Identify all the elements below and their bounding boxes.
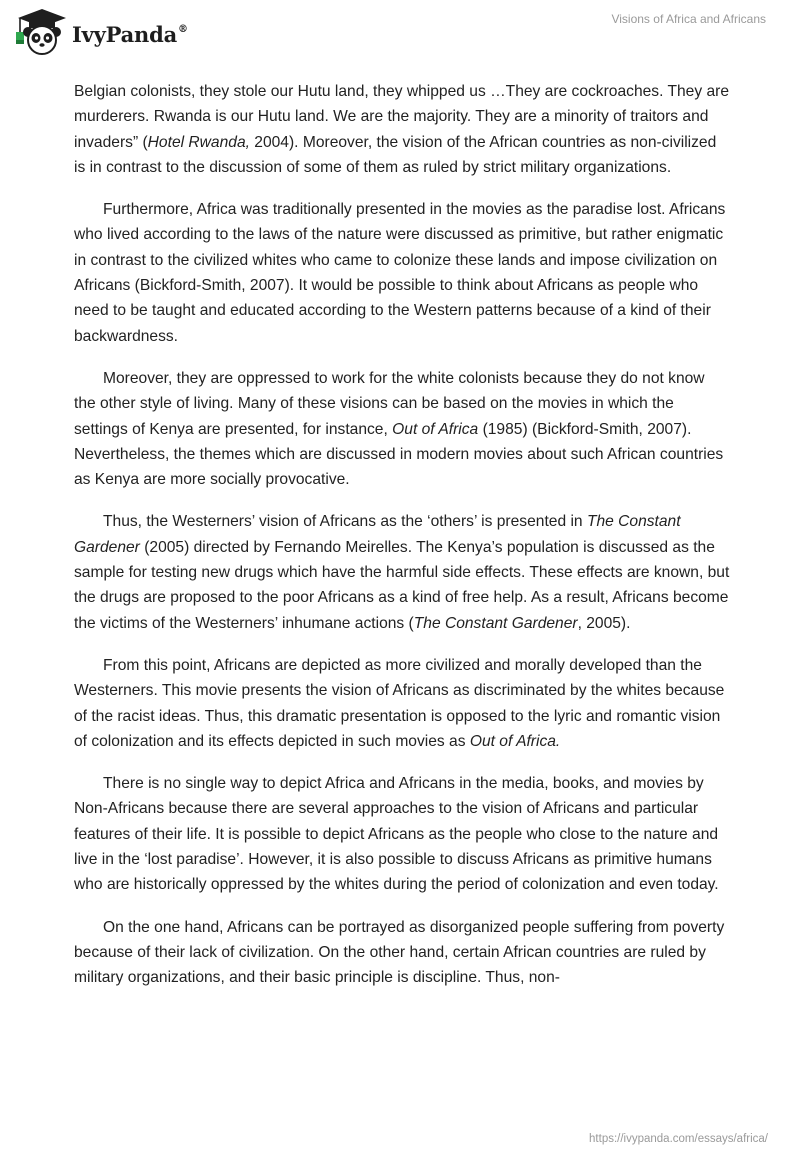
italic-title: Hotel Rwanda,	[147, 133, 250, 151]
text-run: , 2005).	[577, 614, 631, 632]
italic-title: The Constant Gardener	[413, 614, 578, 632]
text-run: 2004). Moreover, the vision of the African countries as non-civilized is in contrast to the discussion of some of them as ruled by strict military organizations.	[74, 133, 717, 176]
body-paragraph	[74, 366, 730, 492]
text-run: (1985) (Bickford-Smith, 2007). Nevertheless, the themes which are discussed in modern movies about such African countries as Kenya are more socially provocative.	[74, 420, 724, 489]
text-run: Belgian colonists, they stole our Hutu land, they whipped us …They are cockroaches. They are murderers. Rwanda is our Hutu land. We are the majority. They are a minority of traitors and invaders” (	[74, 83, 730, 151]
brand-name: IvyPanda®	[72, 21, 188, 47]
italic-title: Out of Africa	[392, 420, 479, 438]
italic-title: Out of Africa.	[469, 732, 561, 750]
body-paragraph	[74, 771, 730, 897]
body-paragraph	[74, 915, 730, 991]
page-header	[0, 0, 800, 60]
body-paragraph	[74, 79, 730, 180]
document-title: Visions of Africa and Africans	[611, 12, 766, 26]
text-run: Furthermore, Africa was traditionally presented in the movies as the paradise lost. Africans who lived according to the laws of the nature were discussed as primitive, but rather enigmatic in contrast to the civilized whites who came to colonize these lands and impose civilization on Africans (Bickford-Smith, 2007). It would be possible to think about Africans as people who need to be taught and educated according to the Western patterns because of a kind of their backwardness.	[74, 201, 726, 345]
footer-url[interactable]: https://ivypanda.com/essays/africa/	[589, 1133, 768, 1145]
text-run: Thus, the Westerners’ vision of Africans as the ‘others’ is presented in	[103, 513, 587, 531]
brand-logo[interactable]	[12, 6, 188, 56]
body-paragraph	[74, 509, 730, 635]
italic-title: The Constant Gardener	[74, 513, 681, 556]
text-run: From this point, Africans are depicted as more civilized and morally developed than the Westerners. This movie presents the vision of Africans as discriminated by the whites because of the racist ideas. Thus, this dramatic presentation is opposed to the lyric and romantic vision of colonization and its effects depicted in such movies as	[74, 656, 725, 750]
text-run: On the one hand, Africans can be portrayed as disorganized people suffering from poverty because of their lack of civilization. On the other hand, certain African countries are ruled by military organizations, and their basic principle is discipline. Thus, non-	[74, 918, 725, 987]
text-run: (2005) directed by Fernando Meirelles. The Kenya’s population is discussed as the sample for testing new drugs which have the harmful side effects. These effects are known, but the drugs are proposed to the poor Africans as a kind of free help. As a result, Africans become the victims of the Westerners’ inhumane actions (	[74, 538, 730, 632]
body-paragraph	[74, 653, 730, 754]
body-paragraph	[74, 197, 730, 349]
registered-mark: ®	[178, 23, 188, 35]
text-run: Moreover, they are oppressed to work for the white colonists because they do not know the other style of living. Many of these visions can be based on the movies in which the settings of Kenya are presented, for instance,	[74, 369, 705, 438]
essay-body	[74, 79, 730, 1008]
text-run: There is no single way to depict Africa and Africans in the media, books, and movies by Non-Africans because there are several approaches to the vision of Africans and particular features of their life. It is possible to depict Africans as the people who close to the nature and live in the ‘lost paradise’. However, it is also possible to discuss Africans as primitive humans who are historically oppressed by the whites during the period of colonization and even today.	[74, 775, 719, 894]
panda-graduation-cap-icon	[12, 6, 68, 56]
